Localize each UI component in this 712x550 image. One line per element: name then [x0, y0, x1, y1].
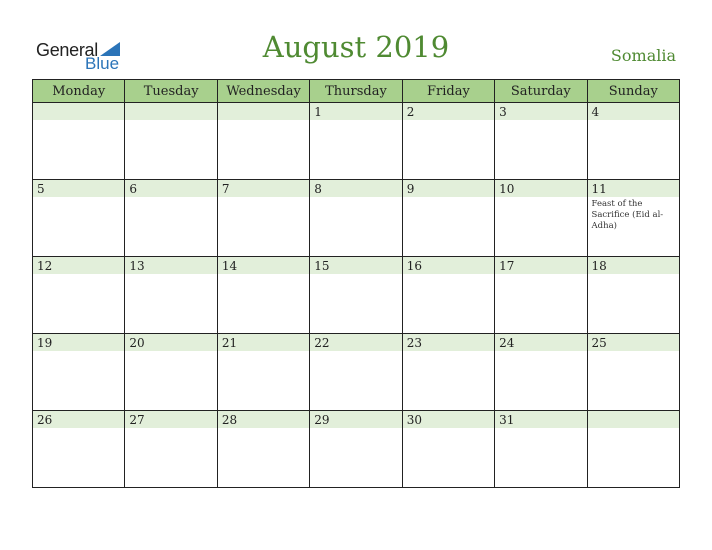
day-number: 16 — [406, 259, 422, 273]
day-cell — [33, 334, 125, 411]
day-band — [495, 103, 586, 120]
day-band — [403, 180, 494, 197]
week-row — [33, 180, 680, 257]
day-cell — [33, 180, 125, 257]
day-band — [33, 180, 124, 197]
weekday-header: Sunday — [587, 80, 679, 103]
day-cell — [495, 180, 587, 257]
day-band — [588, 103, 679, 120]
day-cell — [125, 103, 217, 180]
day-number: 1 — [314, 105, 322, 119]
day-cell — [402, 180, 494, 257]
week-row — [33, 334, 680, 411]
weekday-header: Wednesday — [217, 80, 309, 103]
day-number: 12 — [37, 259, 53, 273]
day-cell — [310, 103, 402, 180]
day-cell — [495, 334, 587, 411]
day-number: 14 — [221, 259, 238, 273]
day-cell — [217, 103, 309, 180]
day-cell — [217, 257, 309, 334]
day-cell — [402, 103, 494, 180]
day-cell — [587, 257, 679, 334]
day-number: 9 — [406, 182, 415, 196]
day-band — [310, 180, 401, 197]
day-number: 5 — [37, 182, 45, 196]
day-cell — [587, 180, 679, 257]
day-cell — [125, 411, 217, 488]
day-number: 11 — [591, 182, 607, 196]
day-cell — [587, 103, 679, 180]
day-number: 18 — [591, 259, 607, 273]
week-row — [33, 103, 680, 180]
day-cell — [217, 411, 309, 488]
day-number: 19 — [37, 336, 53, 350]
day-number: 26 — [37, 413, 53, 427]
weekday-header: Thursday — [310, 80, 402, 103]
day-cell — [402, 411, 494, 488]
weekday-header: Friday — [402, 80, 494, 103]
day-number: 24 — [499, 336, 515, 350]
day-cell — [495, 103, 587, 180]
day-cell — [125, 257, 217, 334]
page-title: August 2019 — [262, 30, 450, 64]
day-cell — [310, 257, 402, 334]
day-cell — [125, 180, 217, 257]
day-number: 22 — [314, 336, 330, 350]
day-number: 2 — [406, 105, 415, 119]
weekday-header-row — [33, 80, 680, 103]
day-cell — [587, 411, 679, 488]
logo-general-text: General — [36, 40, 98, 60]
day-number: 31 — [499, 413, 515, 427]
day-number: 17 — [499, 259, 515, 273]
day-band — [218, 103, 309, 120]
day-band — [218, 180, 309, 197]
day-band — [33, 103, 124, 120]
day-cell — [33, 411, 125, 488]
day-cell — [402, 334, 494, 411]
day-cell — [310, 334, 402, 411]
day-band — [403, 103, 494, 120]
day-number: 10 — [499, 182, 515, 196]
week-row — [33, 257, 680, 334]
day-band — [125, 103, 216, 120]
day-cell — [495, 257, 587, 334]
day-cell — [495, 411, 587, 488]
day-cell — [587, 334, 679, 411]
weekday-header: Tuesday — [125, 80, 217, 103]
day-cell — [310, 411, 402, 488]
logo-blue-text: Blue — [85, 54, 120, 73]
day-number: 21 — [221, 336, 238, 350]
day-cell — [33, 257, 125, 334]
day-cell — [217, 334, 309, 411]
day-cell — [402, 257, 494, 334]
day-cell — [310, 180, 402, 257]
day-cell — [125, 334, 217, 411]
day-number: 8 — [314, 182, 322, 196]
holiday-label: Feast of the Sacrifice (Eid al-Adha) — [591, 199, 664, 231]
day-number: 30 — [406, 413, 422, 427]
day-band — [310, 103, 401, 120]
day-cell — [33, 103, 125, 180]
day-cell — [217, 180, 309, 257]
day-band — [125, 180, 216, 197]
day-number: 13 — [129, 259, 145, 273]
weekday-header: Saturday — [495, 80, 587, 103]
day-number: 29 — [314, 413, 330, 427]
day-number: 20 — [129, 336, 145, 350]
day-number: 27 — [129, 413, 145, 427]
day-number: 4 — [591, 105, 600, 119]
week-row — [33, 411, 680, 488]
calendar-grid — [32, 79, 680, 488]
day-number: 23 — [406, 336, 422, 350]
day-band — [588, 411, 679, 428]
day-number: 7 — [221, 182, 230, 196]
weekday-header: Monday — [33, 80, 125, 103]
day-number: 3 — [499, 105, 507, 119]
day-number: 25 — [591, 336, 607, 350]
day-number: 28 — [221, 413, 238, 427]
country-label: Somalia — [610, 46, 676, 65]
day-number: 15 — [314, 259, 330, 273]
day-number: 6 — [129, 182, 138, 196]
